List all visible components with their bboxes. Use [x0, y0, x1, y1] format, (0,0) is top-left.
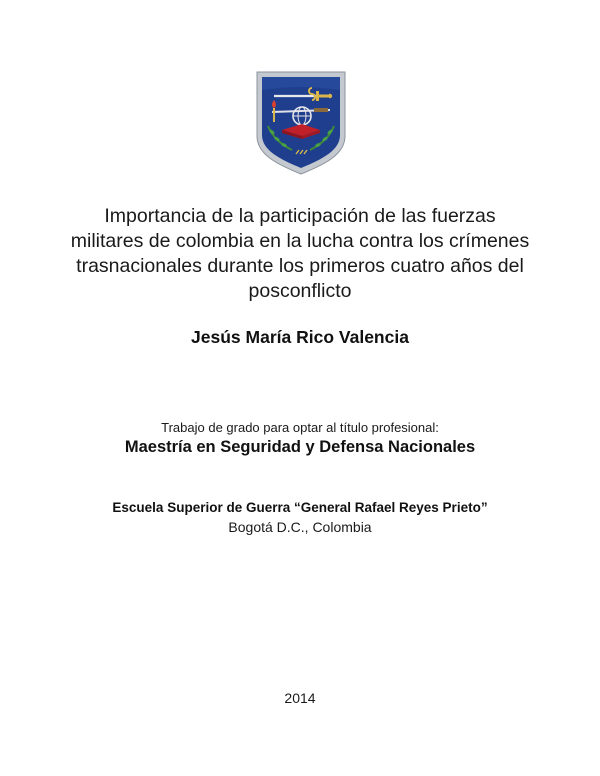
- thesis-title-line: posconflicto: [248, 280, 352, 302]
- thesis-title-line: trasnacionales durante los primeros cuatro años del: [76, 255, 524, 277]
- institution-location: Bogotá D.C., Colombia: [228, 519, 372, 535]
- thesis-title-line: Importancia de la participación de las fuerzas: [104, 205, 496, 227]
- thesis-title: [40, 204, 560, 304]
- degree-name: Maestría en Seguridad y Defensa Nacionales: [124, 438, 476, 456]
- publication-year: 2014: [284, 690, 316, 706]
- thesis-title-line: militares de colombia en la lucha contra los crímenes: [70, 230, 530, 252]
- institution-name: Escuela Superior de Guerra “General Rafael Reyes Prieto”: [112, 500, 488, 515]
- degree-intro-text: Trabajo de grado para optar al título profesional:: [161, 420, 439, 435]
- crest-emblem-icon: [254, 70, 348, 176]
- author-name: Jesús María Rico Valencia: [191, 327, 409, 347]
